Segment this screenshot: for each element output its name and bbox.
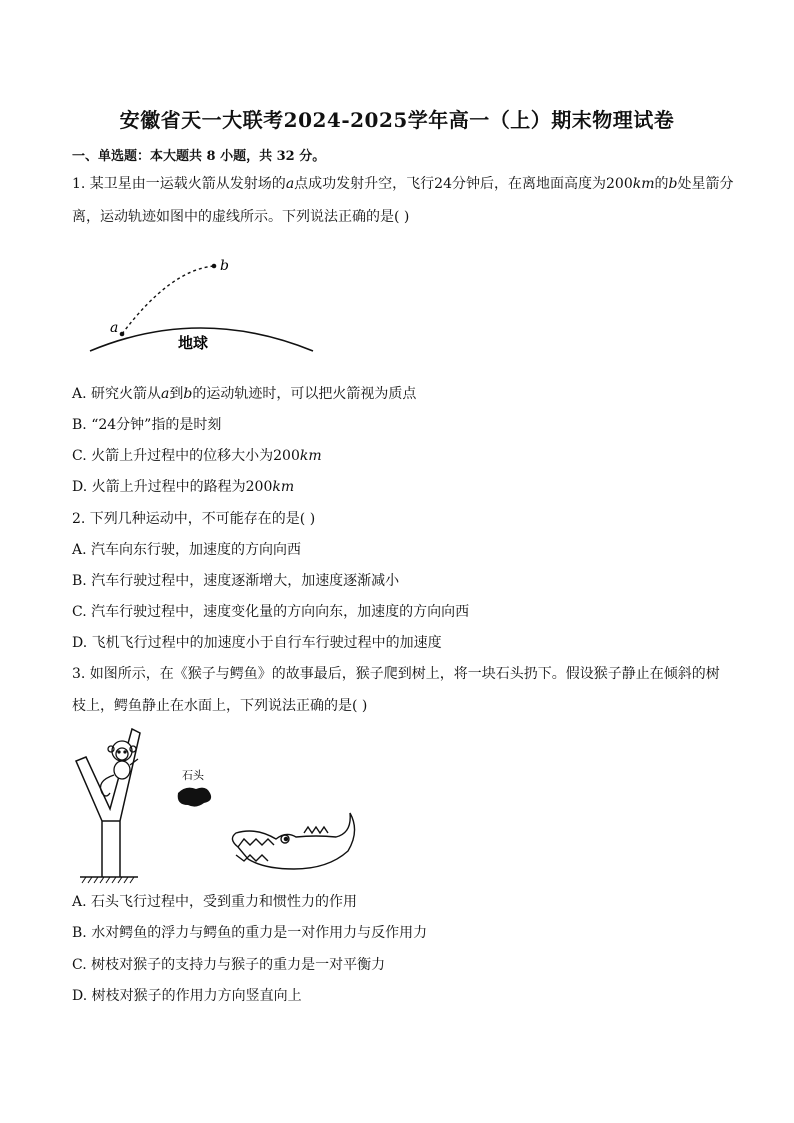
earth-label: 地球 [178, 334, 209, 352]
q1-option-d: D. 火箭上升过程中的路程为200km [72, 479, 295, 495]
q1-stem-line1: 1. 某卫星由一运载火箭从发射场的a点成功发射升空，飞行24分钟后，在离地面高度为200km的b处星箭分 [72, 176, 734, 192]
q1-option-a: A. 研究火箭从a到b的运动轨迹时，可以把火箭视为质点 [72, 386, 417, 402]
q3-option-d: D. 树枝对猴子的作用力方向竖直向上 [72, 988, 302, 1004]
trajectory-dashed-line [122, 266, 214, 334]
q1-option-b: B. “24分钟”指的是时刻 [72, 417, 222, 433]
q3-option-b: B. 水对鳄鱼的浮力与鳄鱼的重力是一对作用力与反作用力 [72, 925, 428, 941]
q2-option-d: D. 飞机飞行过程中的加速度小于自行车行驶过程中的加速度 [72, 635, 442, 651]
point-b-dot [212, 264, 217, 269]
q1-stem-line2: 离，运动轨迹如图中的虚线所示。下列说法正确的是( ) [72, 209, 410, 225]
q2-stem: 2. 下列几种运动中，不可能存在的是( ) [72, 511, 316, 527]
point-a-dot [120, 332, 125, 337]
q2-option-b: B. 汽车行驶过程中，速度逐渐增大，加速度逐渐减小 [72, 573, 400, 589]
q3-monkey-crocodile-figure [72, 725, 362, 885]
point-a-label: a [110, 320, 119, 336]
q2-option-c: C. 汽车行驶过程中，速度变化量的方向向东，加速度的方向向西 [72, 604, 470, 620]
stone-shape [178, 788, 211, 807]
point-b-label: b [220, 258, 229, 274]
q3-stem-line2: 枝上，鳄鱼静止在水面上，下列说法正确的是( ) [72, 698, 368, 714]
page-title: 安徽省天一大联考2024-2025学年高一（上）期末物理试卷 [119, 108, 675, 132]
q3-option-c: C. 树枝对猴子的支持力与猴子的重力是一对平衡力 [72, 957, 386, 973]
section-heading: 一、单选题：本大题共 8 小题，共 32 分。 [72, 149, 326, 164]
stone-label: 石头 [182, 769, 204, 782]
crocodile [232, 813, 354, 869]
q1-trajectory-figure [80, 250, 330, 360]
q1-option-c: C. 火箭上升过程中的位移大小为200km [72, 448, 322, 464]
q2-option-a: A. 汽车向东行驶，加速度的方向向西 [72, 542, 302, 558]
q3-option-a: A. 石头飞行过程中，受到重力和惯性力的作用 [72, 894, 358, 910]
q3-stem-line1: 3. 如图所示，在《猴子与鳄鱼》的故事最后，猴子爬到树上，将一块石头扔下。假设猴子静止在倾斜的树 [72, 666, 720, 682]
ground-hatch [80, 877, 138, 883]
